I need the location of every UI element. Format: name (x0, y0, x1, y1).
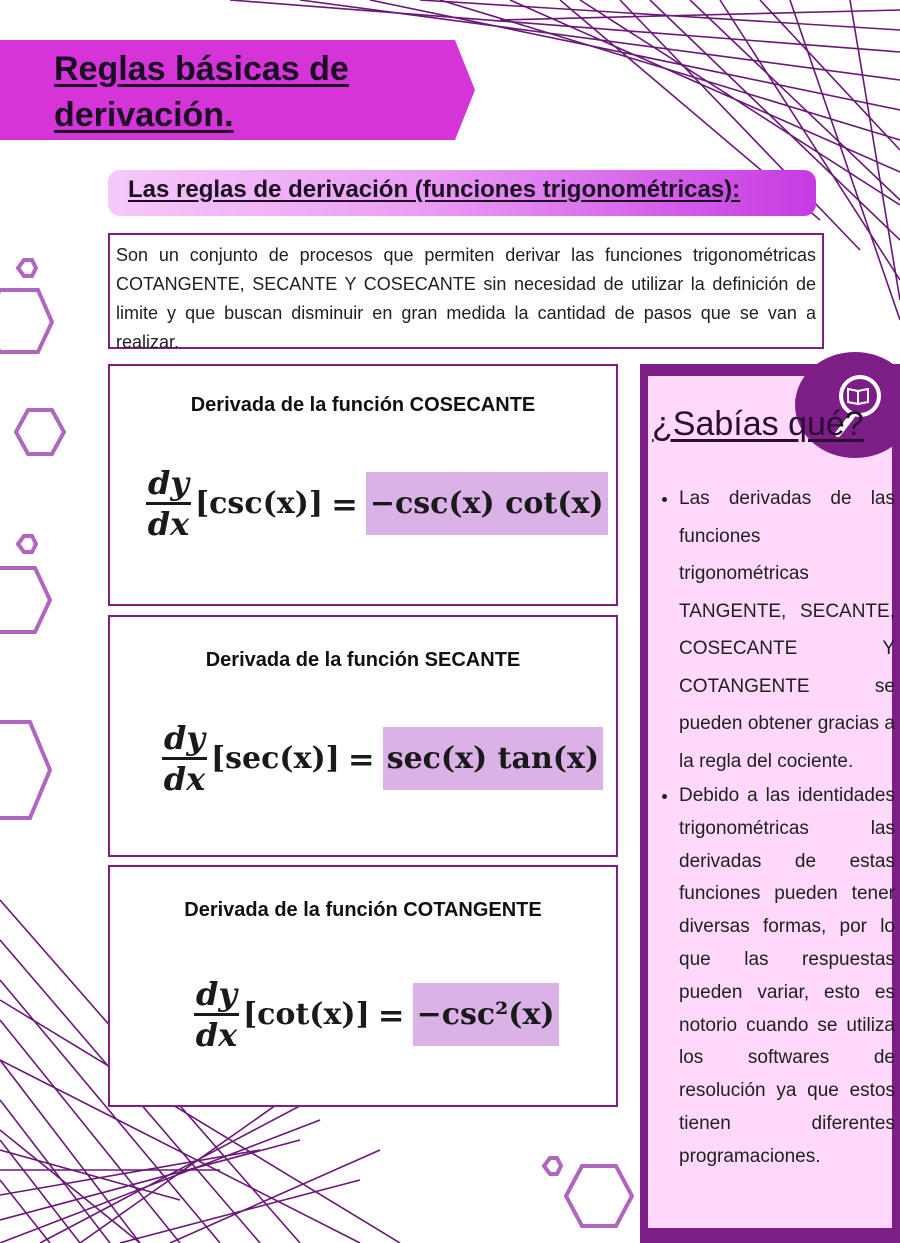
formula-result: −csc(x) cot(x) (366, 472, 608, 535)
equals-sign: = (347, 739, 375, 778)
derivative-heading: Derivada de la función COTANGENTE (184, 899, 542, 921)
page-title: Reglas básicas de derivación. (54, 50, 349, 134)
derivative-formula (162, 721, 603, 796)
derivative-heading: Derivada de la función COSECANTE (190, 394, 536, 416)
section-subtitle: Las reglas de derivación (funciones trigonométricas): (128, 176, 741, 203)
list-item: • Debido a las identidades trigonométricas las derivadas de estas funciones pueden tener diversas formas, por lo que las respuestas pueden variar, esto es notorio cuando se utiliza los softwares de resolución ya que estos tienen diferentes programaciones. (679, 780, 895, 1174)
derivative-formula (146, 466, 608, 541)
derivative-card-cotangent (108, 865, 618, 1107)
formula-lhs: [cot(x)] (242, 997, 370, 1032)
equals-sign: = (377, 995, 405, 1034)
formula-result: sec(x) tan(x) (383, 727, 603, 790)
dy-dx-fraction: $\frac{dy}{dx}$ (163, 719, 206, 798)
derivative-card-cosecant (108, 364, 618, 606)
formula-lhs: [sec(x)] (210, 741, 340, 776)
did-you-know-title: ¿Sabías qué? (652, 405, 864, 443)
dy-dx-fraction: $\frac{dy}{dx}$ (147, 464, 190, 543)
formula-lhs: [csc(x)] (194, 486, 324, 521)
equals-sign: = (331, 484, 358, 523)
formula-result: −csc²(x) (413, 983, 559, 1046)
derivative-heading: Derivada de la función SECANTE (205, 649, 521, 671)
list-item: • Las derivadas de las funciones trigonométricas TANGENTE, SECANTE, COSECANTE Y COTANGENTE se pueden obtener gracias a la regla del cociente. (679, 480, 895, 780)
did-you-know-list (660, 480, 895, 1174)
intro-paragraph: Son un conjunto de procesos que permiten derivar las funciones trigonométricas COTANGENTE, SECANTE Y COSECANTE sin necesidad de utilizar la definición de limite y que buscan disminuir en gran medida la cantidad de pasos que se van a realizar. (108, 233, 824, 349)
derivative-card-secant (108, 615, 618, 857)
derivative-formula (194, 977, 559, 1052)
dy-dx-fraction: $\frac{dy}{dx}$ (195, 975, 238, 1054)
